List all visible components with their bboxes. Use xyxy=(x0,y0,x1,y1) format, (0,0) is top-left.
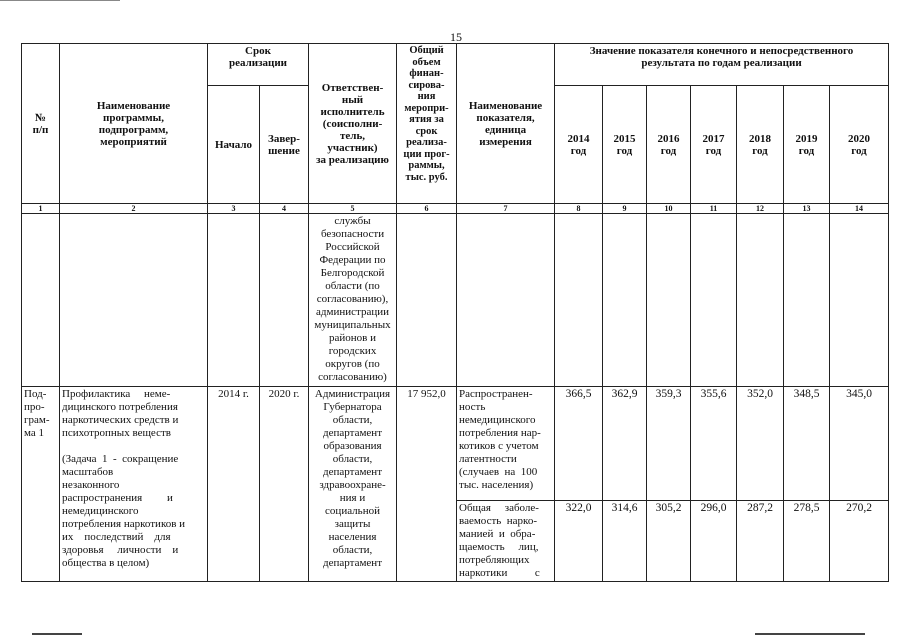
header-responsible: Ответствен- ный исполнитель (соисполни- тель, участник) за реализацию xyxy=(309,44,397,204)
col-index: 1 xyxy=(22,204,60,214)
subprogram-responsible: Администрация Губернатора области, департамент образования области, департамент здравоохране- ния и социальной защиты населения области, департамент xyxy=(309,387,397,582)
header-values-group: Значение показателя конечного и непосредственного результата по годам реализации xyxy=(555,44,889,86)
indicator-name: Распространен- ность немедицинского потребления нар- котиков с учетом латентности (случаев на 100 тыс. населения) xyxy=(457,387,555,501)
indicator-value: 305,2 xyxy=(647,501,691,582)
col-index: 10 xyxy=(647,204,691,214)
page-number: 15 xyxy=(450,30,462,44)
header-num: № п/п xyxy=(22,44,60,204)
scan-artifact xyxy=(755,633,865,635)
indicator-name: Общая заболе- ваемость нарко- манией и обра- щаемость лиц, потребляющих наркотики с xyxy=(457,501,555,582)
indicator-value: 287,2 xyxy=(737,501,784,582)
header-year-2018: 2018 год xyxy=(737,86,784,204)
indicator-value: 352,0 xyxy=(737,387,784,501)
indicator-value: 345,0 xyxy=(830,387,889,501)
scan-artifact xyxy=(32,633,82,635)
header-year-2014: 2014 год xyxy=(555,86,603,204)
indicator-value: 278,5 xyxy=(784,501,830,582)
scan-artifact xyxy=(0,0,120,1)
indicator-value: 362,9 xyxy=(603,387,647,501)
subprogram-end: 2020 г. xyxy=(260,387,309,582)
header-term: Срок реализации xyxy=(208,44,309,86)
subprogram-volume: 17 952,0 xyxy=(397,387,457,582)
col-index: 11 xyxy=(691,204,737,214)
header-indicator: Наименование показателя, единица измерения xyxy=(457,44,555,204)
col-index: 5 xyxy=(309,204,397,214)
header-year-2019: 2019 год xyxy=(784,86,830,204)
header-year-2020: 2020 год xyxy=(830,86,889,204)
indicator-value: 270,2 xyxy=(830,501,889,582)
col-index: 12 xyxy=(737,204,784,214)
subprogram-row xyxy=(22,387,889,501)
subprogram-start: 2014 г. xyxy=(208,387,260,582)
header-volume: Общий объем финан- сирова- ния меропри- ятия за срок реализа- ции прог- раммы, тыс. руб. xyxy=(397,44,457,204)
col-index: 13 xyxy=(784,204,830,214)
header-year-2015: 2015 год xyxy=(603,86,647,204)
col-index: 4 xyxy=(260,204,309,214)
col-index: 9 xyxy=(603,204,647,214)
subprogram-num: Под- про- грам- ма 1 xyxy=(22,387,60,582)
indicator-value: 359,3 xyxy=(647,387,691,501)
col-index: 8 xyxy=(555,204,603,214)
col-index: 7 xyxy=(457,204,555,214)
indicator-value: 366,5 xyxy=(555,387,603,501)
col-index: 3 xyxy=(208,204,260,214)
indicator-value: 355,6 xyxy=(691,387,737,501)
header-year-2017: 2017 год xyxy=(691,86,737,204)
header-start: Начало xyxy=(208,86,260,204)
continuation-responsible: службы безопасности Российской Федерации по Белгородской области (по согласованию), администрации муниципальных районов и городских округов (по согласованию) xyxy=(309,214,397,387)
header-name: Наименование программы, подпрограмм, мероприятий xyxy=(60,44,208,204)
indicator-value: 348,5 xyxy=(784,387,830,501)
col-index: 6 xyxy=(397,204,457,214)
program-table xyxy=(21,43,889,582)
subprogram-name: Профилактика неме- дицинского потребления наркотических средств и психотропных веществ (Задача 1 - сокращение масштабов незаконного распространения и немедицинского потребления наркотиков и их последствий для здоровья личности и общества в целом) xyxy=(60,387,208,582)
continuation-row xyxy=(22,214,889,387)
col-index: 14 xyxy=(830,204,889,214)
indicator-value: 322,0 xyxy=(555,501,603,582)
col-index: 2 xyxy=(60,204,208,214)
header-year-2016: 2016 год xyxy=(647,86,691,204)
header-end: Завер- шение xyxy=(260,86,309,204)
indicator-value: 314,6 xyxy=(603,501,647,582)
indicator-value: 296,0 xyxy=(691,501,737,582)
